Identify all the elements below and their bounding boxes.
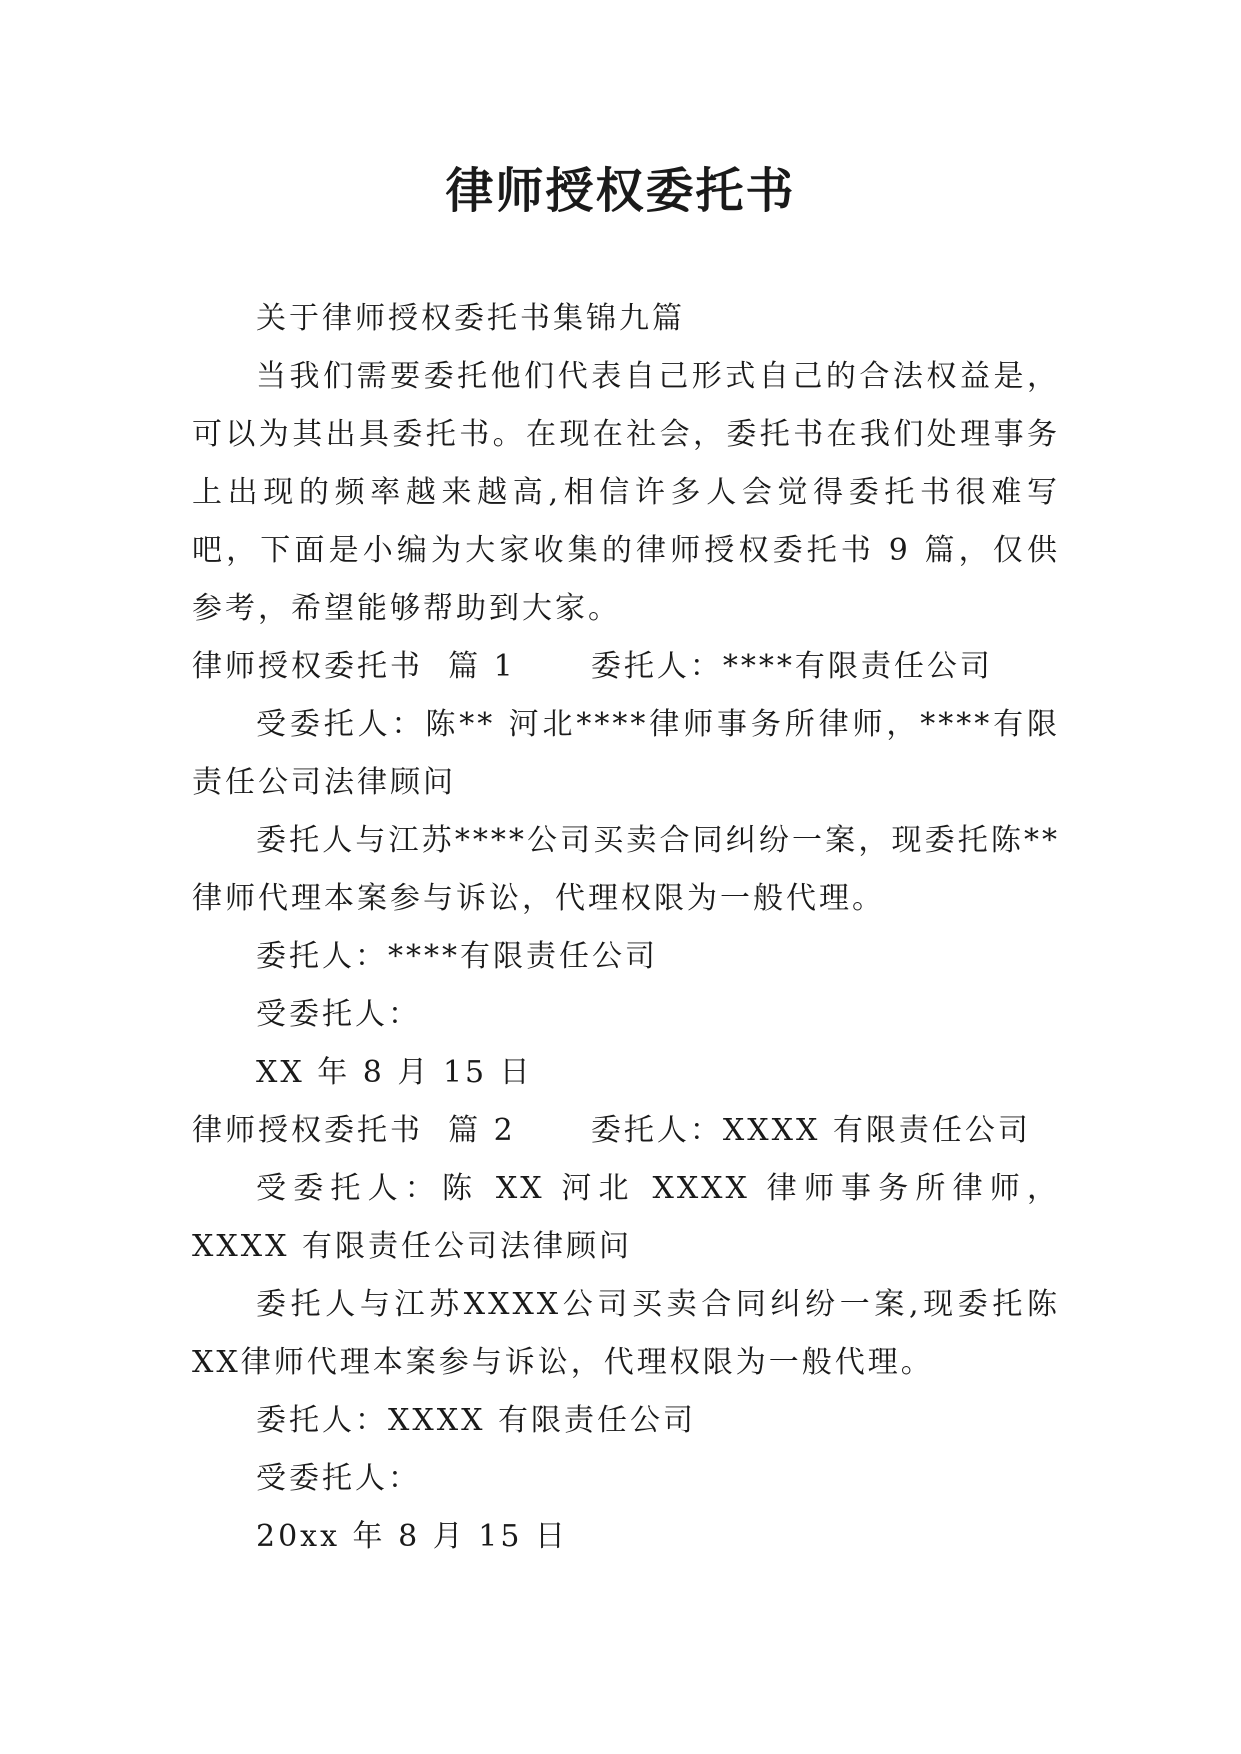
document-title: 律师授权委托书 xyxy=(445,163,796,219)
section-2-date: 20xx 年 8 月 15 日 xyxy=(256,1519,568,1554)
intro-paragraph: 当我们需要委托他们代表自己形式自己的合法权益是，可以为其出具委托书。在现在社会，委托书在我们处理事务上出现的频率越来越高,相信许多人会觉得委托书很难写吧，下面是小编为大家收集的律师授权委托书 9 篇，仅供参考，希望能够帮助到大家。 xyxy=(192,359,1060,626)
section-2-agent: 受委托人：陈 XX 河北 XXXX 律师事务所律师，XXXX 有限责任公司法律顾问 xyxy=(192,1171,1060,1264)
section-1-heading: 律师授权委托书 篇 1 xyxy=(192,649,516,684)
section-2-principal: 委托人：XXXX 有限责任公司 xyxy=(590,1113,1031,1148)
section-1-agent: 受委托人：陈** 河北****律师事务所律师，****有限责任公司法律顾问 xyxy=(192,707,1060,800)
section-2-heading: 律师授权委托书 篇 2 xyxy=(192,1113,516,1148)
section-1-principal: 委托人：****有限责任公司 xyxy=(590,649,993,684)
document-body xyxy=(192,290,1060,1566)
subtitle: 关于律师授权委托书集锦九篇 xyxy=(256,301,685,336)
section-2-sign-agent: 受委托人： xyxy=(256,1461,421,1496)
section-1-sign-agent: 受委托人： xyxy=(256,997,421,1032)
section-1-date: XX 年 8 月 15 日 xyxy=(256,1055,533,1090)
section-2-sign-principal: 委托人：XXXX 有限责任公司 xyxy=(256,1403,696,1438)
section-1-sign-principal: 委托人：****有限责任公司 xyxy=(256,939,658,974)
section-1-matter: 委托人与江苏****公司买卖合同纠纷一案，现委托陈**律师代理本案参与诉讼，代理权限为一般代理。 xyxy=(192,823,1060,916)
section-2-heading-line xyxy=(192,1102,1060,1160)
section-1-heading-line xyxy=(192,638,1060,696)
section-2-matter: 委托人与江苏XXXX公司买卖合同纠纷一案,现委托陈XX律师代理本案参与诉讼，代理权限为一般代理。 xyxy=(192,1287,1060,1380)
